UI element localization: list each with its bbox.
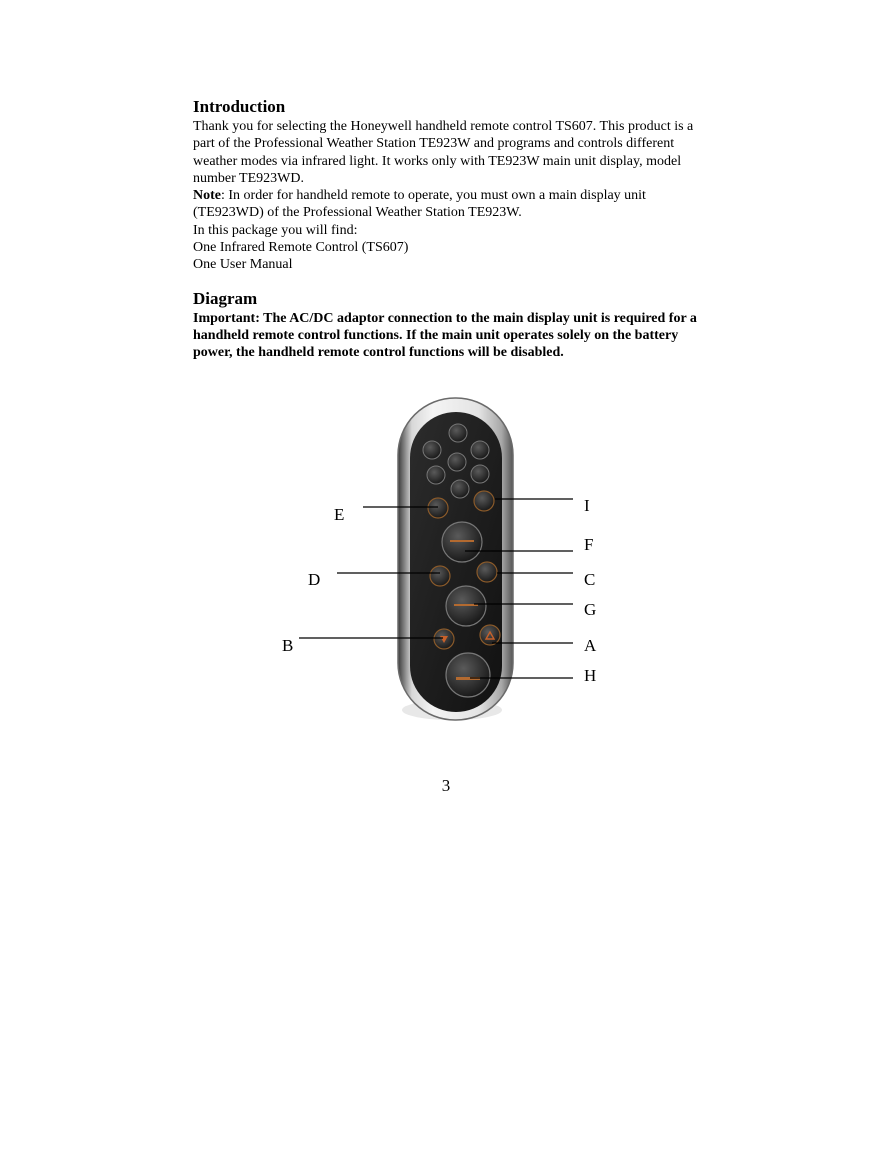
callout-C: C	[584, 570, 596, 589]
important-line: handheld remote control functions. If the main unit operates solely on the battery	[193, 327, 679, 343]
callout-A: A	[584, 636, 597, 655]
intro-line: number TE923WD.	[193, 170, 304, 186]
callout-H: H	[584, 666, 597, 685]
introduction-heading: Introduction	[193, 97, 286, 116]
callout-F: F	[584, 535, 594, 554]
intro-line: part of the Professional Weather Station TE923W and programs and controls different	[193, 136, 675, 152]
callout-G: G	[584, 600, 597, 619]
package-line: One Infrared Remote Control (TS607)	[193, 240, 409, 256]
important-line: power, the handheld remote control functions will be disabled.	[193, 345, 564, 361]
important-line: Important: The AC/DC adaptor connection to the main display unit is required for a	[193, 310, 697, 326]
callout-D: D	[308, 570, 321, 589]
diagram-heading: Diagram	[193, 288, 258, 308]
intro-line: weather modes via infrared light. It works only with TE923W main unit display, model	[193, 153, 682, 169]
callout-I: I	[584, 496, 590, 515]
page-number: 3	[441, 776, 451, 795]
note-line: (TE923WD) of the Professional Weather Station TE923W.	[193, 205, 522, 221]
package-line: In this package you will find:	[193, 222, 358, 238]
callout-B: B	[282, 636, 294, 655]
intro-line: Thank you for selecting the Honeywell handheld remote control TS607. This product is a	[193, 119, 694, 134]
package-line: One User Manual	[193, 257, 293, 273]
note-text: : In order for handheld remote to operate, you must own a main display unit	[221, 188, 646, 204]
note-label: Note	[193, 188, 221, 204]
callout-E: E	[334, 505, 345, 524]
